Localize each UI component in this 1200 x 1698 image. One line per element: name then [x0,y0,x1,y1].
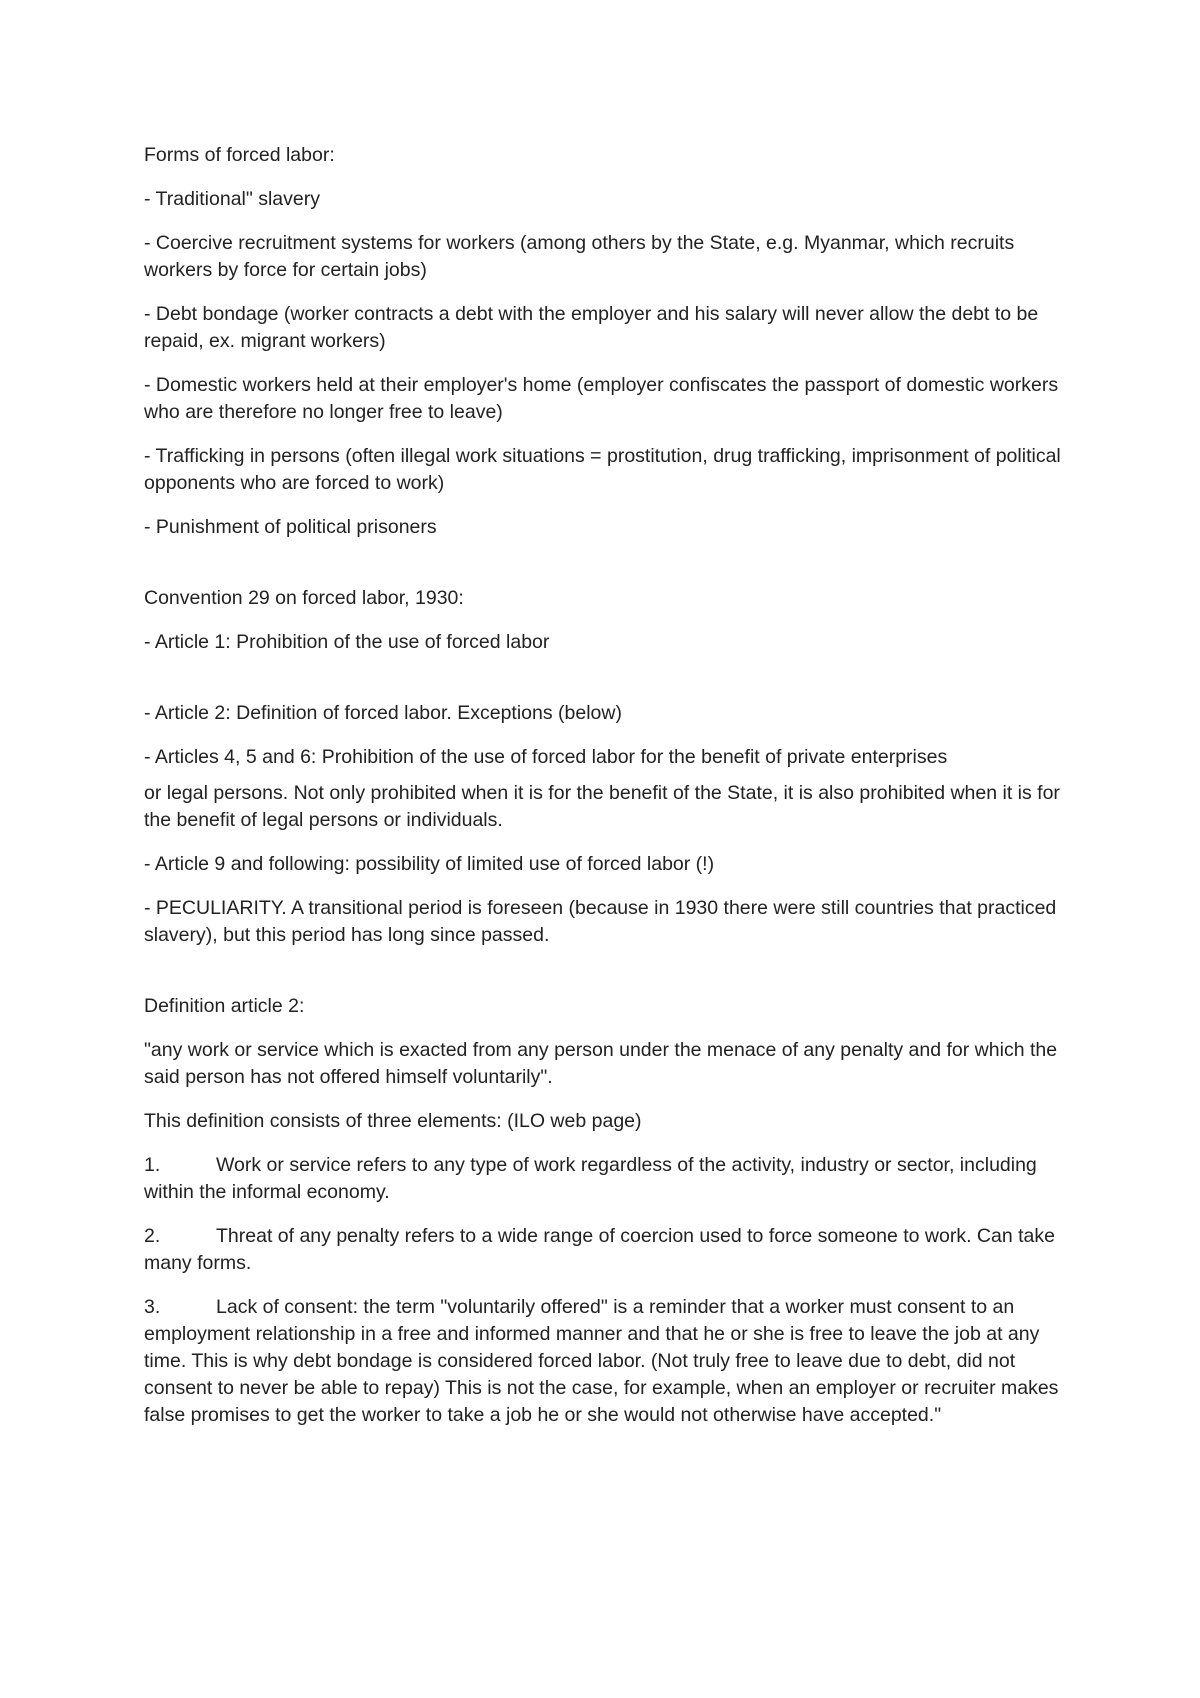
numbered-item-number: 1. [144,1154,161,1176]
definition-intro: This definition consists of three elements: (ILO web page) [144,1110,642,1132]
list-item-article-2: - Article 2: Definition of forced labor. Exceptions (below) [144,702,622,724]
numbered-item [144,1152,1074,1206]
definition-quote: "any work or service which is exacted from any person under the menace of any penalty and for which the said person has not offered himself voluntarily". [144,1039,1058,1088]
list-item: - Traditional" slavery [144,188,320,210]
numbered-item-text: Work or service refers to any type of work regardless of the activity, industry or sector, including within the informal economy. [144,1154,1037,1203]
numbered-item-text: Lack of consent: the term "voluntarily offered" is a reminder that a worker must consent to an employment relationship in a free and informed manner and that he or she is free to leave the job at any time. This is why debt bondage is considered forced labor. (Not truly free to leave due to debt, did not consent to never be able to repay) This is not the case, for example, when an employer or recruiter makes false promises to get the worker to take a job he or she would not otherwise have accepted." [144,1296,1059,1426]
list-item: - Debt bondage (worker contracts a debt with the employer and his salary will never allow the debt to be repaid, ex. migrant workers) [144,303,1039,352]
section-heading-definition: Definition article 2: [144,995,305,1017]
numbered-item [144,1223,1074,1277]
numbered-item-number: 2. [144,1225,161,1247]
list-item: - Domestic workers held at their employer's home (employer confiscates the passport of domestic workers who are therefore no longer free to leave) [144,374,1059,423]
numbered-item [144,1294,1074,1429]
section-heading-convention: Convention 29 on forced labor, 1930: [144,587,464,609]
numbered-item-text: Threat of any penalty refers to a wide range of coercion used to force someone to work. Can take many forms. [144,1225,1055,1274]
list-item-peculiarity: - PECULIARITY. A transitional period is foreseen (because in 1930 there were still countries that practiced slavery), but this period has long since passed. [144,897,1057,946]
list-item-articles-4-5-6: - Articles 4, 5 and 6: Prohibition of the use of forced labor for the benefit of private enterprises [144,746,948,768]
list-item-article-9: - Article 9 and following: possibility of limited use of forced labor (!) [144,853,715,875]
list-item: - Coercive recruitment systems for workers (among others by the State, e.g. Myanmar, which recruits workers by force for certain jobs) [144,232,1015,281]
list-item: - Punishment of political prisoners [144,516,437,538]
section-heading-forms: Forms of forced labor: [144,144,335,166]
list-item-article-1: - Article 1: Prohibition of the use of forced labor [144,631,550,653]
list-item: - Trafficking in persons (often illegal work situations = prostitution, drug trafficking, imprisonment of political opponents who are forced to work) [144,445,1061,494]
list-item-articles-4-5-6-continued: or legal persons. Not only prohibited when it is for the benefit of the State, it is also prohibited when it is for the benefit of legal persons or individuals. [144,782,1060,831]
document-body [144,142,1074,1446]
numbered-item-number: 3. [144,1296,161,1318]
